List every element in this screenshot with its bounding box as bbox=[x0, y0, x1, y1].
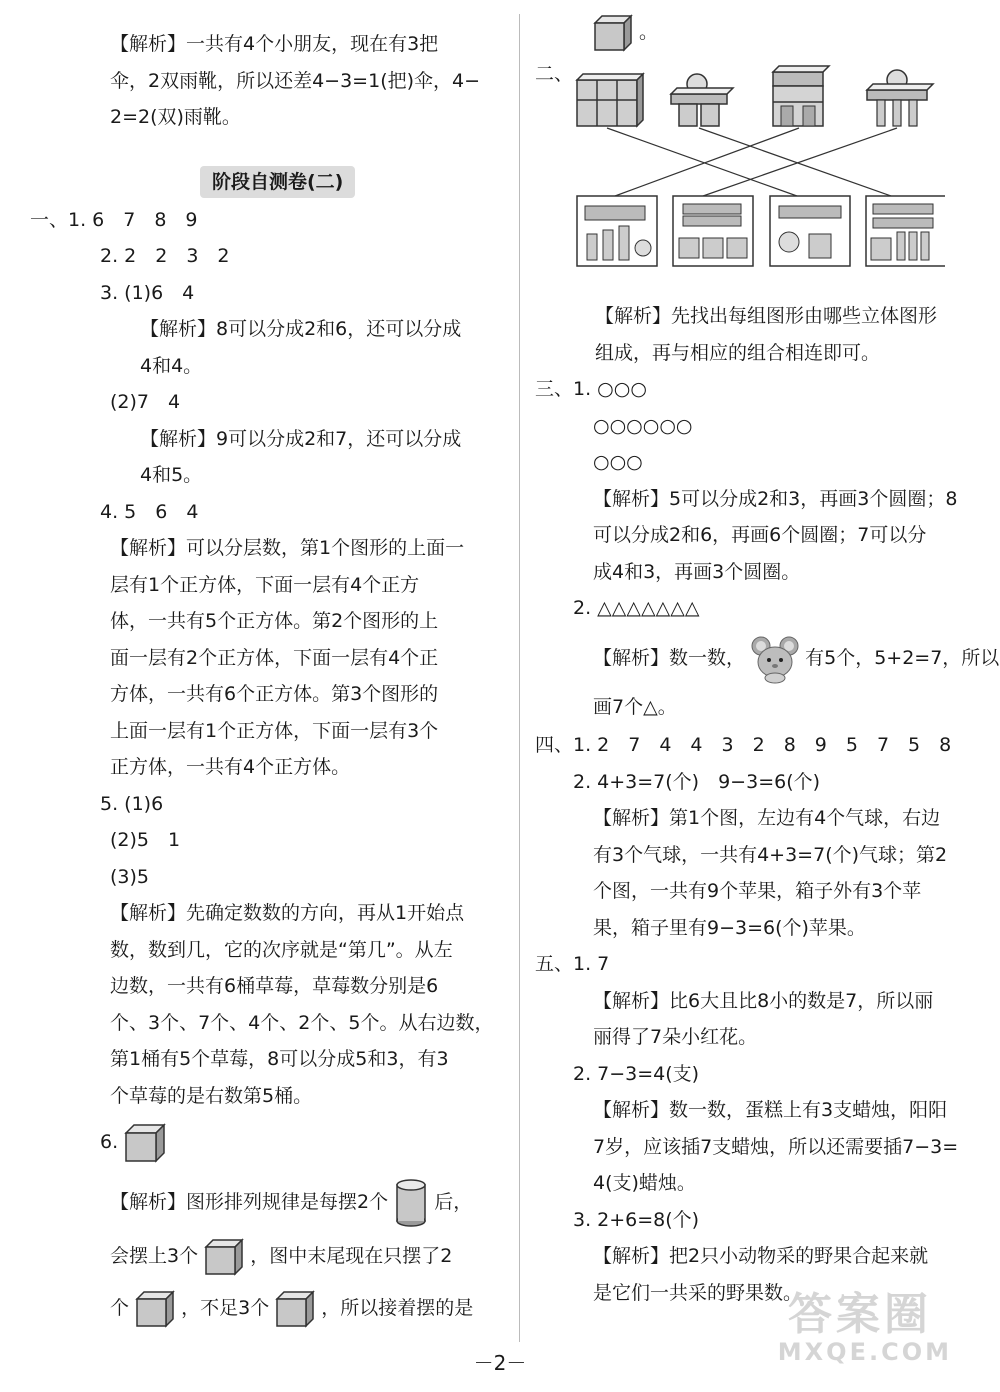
analysis-line: 组成，再与相应的组合相连即可。 bbox=[595, 341, 881, 364]
answer-line: 2. △△△△△△△ bbox=[573, 597, 700, 619]
answer-line: (2)5 1 bbox=[110, 829, 181, 851]
analysis-line: 【解析】8可以分成2和6，还可以分成 bbox=[140, 318, 462, 340]
cube-icon bbox=[124, 1123, 166, 1163]
left-column bbox=[30, 26, 510, 1334]
analysis-line: 【解析】数一数，蛋糕上有3支蜡烛，阳阳 bbox=[593, 1099, 948, 1121]
bottom-box-1 bbox=[577, 196, 657, 266]
analysis-line: 伞，2双雨靴，所以还差4−3=1(把)伞，4− bbox=[110, 69, 481, 92]
analysis-line: 上面一层有1个正方体，下面一层有3个 bbox=[110, 719, 439, 742]
mouse-icon bbox=[751, 632, 799, 684]
answer-line: 四、1. 2 7 4 4 3 2 8 9 5 7 5 8 bbox=[535, 734, 952, 756]
analysis-line: 丽得了7朵小红花。 bbox=[593, 1026, 758, 1048]
analysis-line: 【解析】一共有4个小朋友，现在有3把 bbox=[110, 33, 439, 55]
analysis-line: 2=2(双)雨靴。 bbox=[110, 106, 241, 128]
answer-line-6 bbox=[70, 1118, 510, 1166]
analysis-line: 方体，一共有6个正方体。第3个图形的 bbox=[110, 683, 439, 705]
top-figure-2 bbox=[671, 74, 733, 126]
answer-line: 2. 4+3=7(个) 9−3=6(个) bbox=[573, 770, 821, 793]
answer-line: (3)5 bbox=[110, 865, 150, 888]
analysis-line: 个草莓的是右数第5桶。 bbox=[110, 1084, 313, 1107]
cube-icon bbox=[275, 1290, 315, 1328]
analysis-line: 果，箱子里有9−3=6(个)苹果。 bbox=[593, 916, 866, 939]
analysis-line: 画7个△。 bbox=[593, 695, 677, 718]
answer-line: 2. 7−3=4(支) bbox=[573, 1062, 700, 1085]
analysis-line: 可以分成2和6，再画6个圆圈；7可以分 bbox=[593, 524, 927, 546]
top-figure-1 bbox=[577, 74, 643, 126]
answer-line: ○○○ bbox=[593, 451, 643, 473]
analysis-line: 【解析】比6大且比8小的数是7，所以丽 bbox=[593, 989, 934, 1012]
watermark-text: 答案圈 bbox=[788, 1289, 932, 1340]
analysis-line: 是它们一共采的野果数。 bbox=[593, 1281, 803, 1304]
top-figure-4 bbox=[867, 70, 933, 126]
analysis-line: 个图，一共有9个苹果，箱子外有3个苹 bbox=[593, 880, 922, 902]
answer-line: 一、1. 6 7 8 9 bbox=[30, 208, 198, 231]
cylinder-icon bbox=[394, 1178, 428, 1228]
analysis-line: 【解析】5可以分成2和3，再画3个圆圈；8 bbox=[593, 487, 958, 510]
answer-line: 。 bbox=[535, 12, 980, 52]
analysis-line: 7岁，应该插7支蜡烛，所以还需要插7−3= bbox=[593, 1135, 959, 1158]
analysis-line: 【解析】先确定数数的方向，再从1开始点 bbox=[110, 902, 465, 924]
answer-line: (2)7 4 bbox=[110, 391, 181, 413]
analysis-line: 【解析】图形排列规律是每摆2个 后， bbox=[70, 1174, 510, 1230]
analysis-line: 个 ，不足3个 ，所以接着摆的是 bbox=[70, 1282, 510, 1334]
answer-line: 3. (1)6 4 bbox=[100, 281, 195, 304]
answer-line: 3. 2+6=8(个) bbox=[573, 1208, 700, 1231]
analysis-line: 【解析】9可以分成2和7，还可以分成 bbox=[140, 427, 462, 450]
answer-number: 6. bbox=[100, 1131, 119, 1153]
analysis-line: 【解析】先找出每组图形由哪些立体图形 bbox=[595, 305, 938, 327]
match-line bbox=[699, 128, 891, 196]
top-figure-3 bbox=[773, 66, 829, 126]
analysis-line: 成4和3，再画3个圆圈。 bbox=[593, 560, 801, 583]
answer-line: 三、1. ○○○ bbox=[535, 378, 647, 400]
cube-icon bbox=[204, 1238, 244, 1276]
analysis-line: 【解析】把2只小动物采的野果合起来就 bbox=[593, 1245, 929, 1267]
analysis-line: 【解析】第1个图，左边有4个气球，右边 bbox=[593, 807, 941, 829]
analysis-line: 边数，一共有6桶草莓，草莓数分别是6 bbox=[110, 975, 439, 997]
answer-line: 2. 2 2 3 2 bbox=[100, 245, 230, 267]
page-number: －2－ bbox=[473, 1351, 527, 1375]
answer-line: 五、1. 7 bbox=[535, 953, 610, 975]
analysis-line: 4和5。 bbox=[140, 464, 203, 486]
cube-icon bbox=[593, 14, 633, 52]
watermark-url: MXQE.COM bbox=[777, 1338, 952, 1366]
analysis-line: 正方体，一共有4个正方体。 bbox=[110, 756, 351, 778]
analysis-line: 数，数到几，它的次序就是“第几”。从左 bbox=[110, 938, 453, 961]
analysis-line: 【解析】可以分层数，第1个图形的上面一 bbox=[110, 537, 465, 559]
analysis-line: 体，一共有5个正方体。第2个图形的上 bbox=[110, 610, 439, 632]
answer-line: ○○○○○○ bbox=[593, 414, 693, 437]
watermark-logo bbox=[772, 1290, 972, 1370]
analysis-line: 面一层有2个正方体，下面一层有4个正 bbox=[110, 646, 439, 669]
matching-diagram bbox=[575, 62, 945, 272]
analysis-line: 第1桶有5个草莓，8可以分成5和3，有3 bbox=[110, 1048, 449, 1070]
analysis-line: 4和4。 bbox=[140, 354, 203, 377]
match-line bbox=[615, 128, 799, 196]
answer-line: 5. (1)6 bbox=[100, 792, 164, 815]
analysis-line: 有3个气球，一共有4+3=7(个)气球；第2 bbox=[593, 843, 948, 866]
question-label: 二、 bbox=[535, 63, 574, 85]
match-line bbox=[703, 128, 897, 196]
cube-icon bbox=[135, 1290, 175, 1328]
analysis-line: 【解析】数一数， 有5个，5+2=7，所以 bbox=[535, 627, 980, 689]
bottom-box-2 bbox=[673, 196, 753, 266]
analysis-line: 会摆上3个 ，图中末尾现在只摆了2 bbox=[70, 1230, 510, 1282]
answer-line: 4. 5 6 4 bbox=[100, 500, 199, 523]
match-line bbox=[607, 128, 797, 196]
bottom-box-4 bbox=[866, 196, 945, 266]
column-divider bbox=[519, 14, 520, 1342]
bottom-box-3 bbox=[770, 196, 850, 266]
analysis-line: 层有1个正方体，下面一层有4个正方 bbox=[110, 573, 420, 596]
analysis-line: 4(支)蜡烛。 bbox=[593, 1172, 696, 1194]
section-title: 阶段自测卷(二) bbox=[200, 166, 355, 198]
analysis-line: 个、3个、7个、4个、2个、5个。从右边数， bbox=[110, 1011, 494, 1034]
